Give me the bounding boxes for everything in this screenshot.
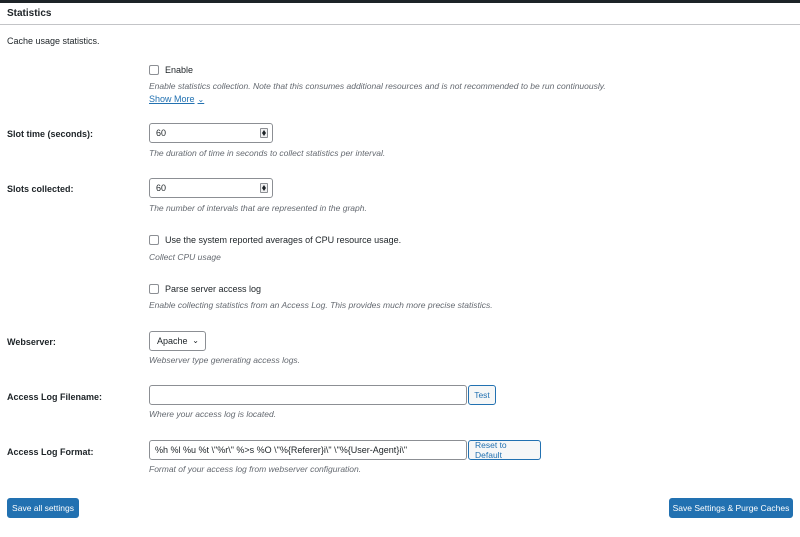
test-button[interactable] — [468, 385, 496, 405]
access-log-checkbox[interactable] — [149, 284, 159, 294]
slots-collected-value: 60 — [156, 183, 167, 193]
spinner-icon[interactable] — [260, 183, 268, 193]
slots-collected-input[interactable] — [149, 178, 273, 198]
enable-checkbox[interactable] — [149, 65, 159, 75]
log-filename-input[interactable] — [149, 385, 467, 405]
log-format-value: %h %l %u %t \"%r\" %>s %O \"%{Referer}i\" \"%{User-Agent}i\" — [155, 445, 408, 455]
panel-header — [0, 3, 800, 25]
webserver-select[interactable] — [149, 331, 206, 351]
webserver-selected: Apache — [157, 336, 188, 346]
reset-default-button[interactable] — [468, 440, 541, 460]
webserver-description: Webserver type generating access logs. — [149, 355, 301, 365]
slot-time-value: 60 — [156, 128, 167, 138]
enable-label: Enable — [165, 65, 194, 75]
slot-time-label: Slot time (seconds): — [7, 129, 94, 139]
slot-time-description: The duration of time in seconds to collect statistics per interval. — [149, 148, 386, 158]
save-purge-label: Save Settings & Purge Caches — [672, 503, 790, 513]
cpu-label: Use the system reported averages of CPU resource usage. — [165, 235, 402, 245]
webserver-label: Webserver: — [7, 337, 56, 347]
log-filename-label: Access Log Filename: — [7, 392, 103, 402]
slot-time-input[interactable] — [149, 123, 273, 143]
slots-collected-label: Slots collected: — [7, 184, 74, 194]
cpu-row[interactable] — [149, 235, 401, 245]
save-purge-button[interactable] — [669, 498, 793, 518]
access-log-row[interactable] — [149, 284, 261, 294]
test-button-label: Test — [474, 390, 490, 400]
access-log-label: Parse server access log — [165, 284, 262, 294]
show-more-label: Show More — [149, 94, 195, 104]
log-format-label: Access Log Format: — [7, 447, 94, 457]
log-format-input[interactable] — [149, 440, 467, 460]
access-log-description: Enable collecting statistics from an Access Log. This provides much more precise statistics. — [149, 300, 493, 310]
enable-row[interactable] — [149, 65, 193, 75]
cpu-description: Collect CPU usage — [149, 252, 221, 262]
enable-description: Enable statistics collection. Note that this consumes additional resources and is not recommended to be run continuously. — [149, 81, 606, 91]
chevron-down-icon: ⌄ — [197, 94, 205, 104]
save-all-button[interactable] — [7, 498, 79, 518]
show-more-link[interactable] — [149, 94, 204, 104]
chevron-down-icon: ⌄ — [192, 336, 199, 345]
cpu-checkbox[interactable] — [149, 235, 159, 245]
reset-default-label: Reset to Default — [475, 440, 507, 460]
panel-title: Statistics — [7, 8, 52, 19]
spinner-icon[interactable] — [260, 128, 268, 138]
save-all-label: Save all settings — [12, 503, 74, 513]
log-format-description: Format of your access log from webserver configuration. — [149, 464, 362, 474]
panel-intro: Cache usage statistics. — [7, 36, 100, 46]
log-filename-description: Where your access log is located. — [149, 409, 277, 419]
slots-collected-description: The number of intervals that are represented in the graph. — [149, 203, 367, 213]
